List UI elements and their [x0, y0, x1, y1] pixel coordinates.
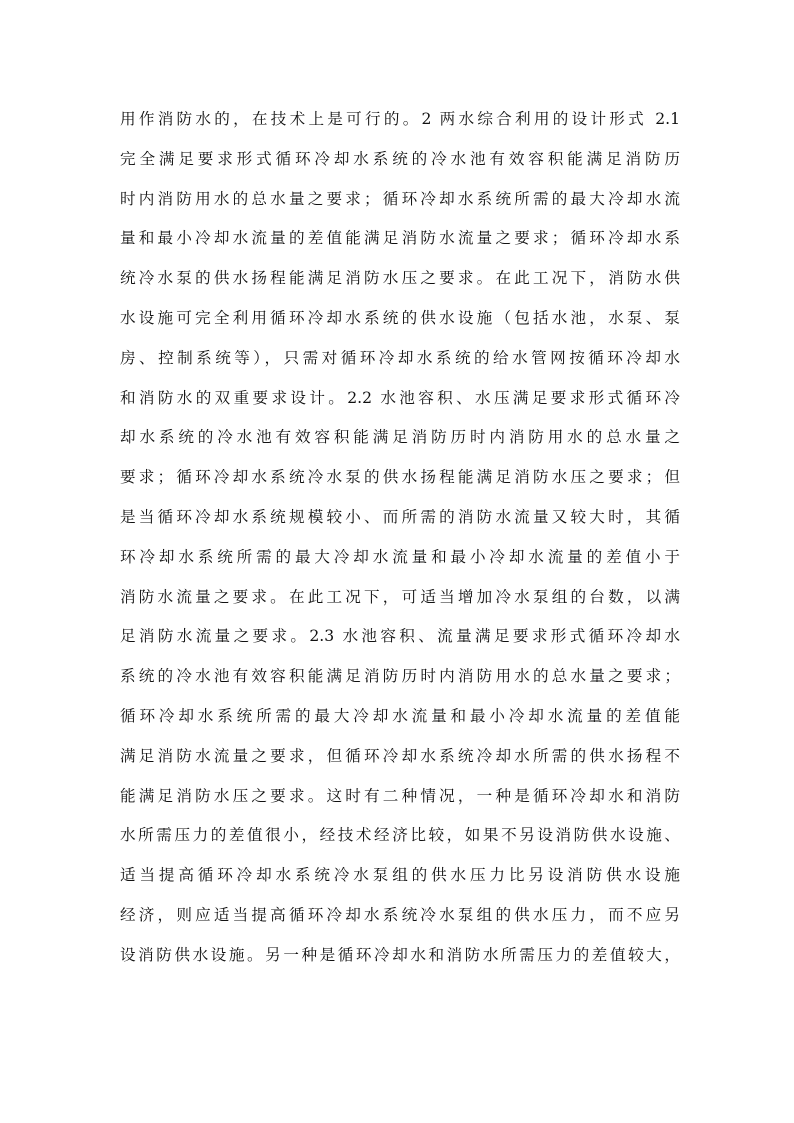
text-line: 和消防水的双重要求设计。2.2 水池容积、水压满足要求形式循环冷	[120, 388, 680, 407]
text-line: 足消防水流量之要求。2.3 水池容积、流量满足要求形式循环冷却水	[120, 627, 680, 646]
text-line: 适当提高循环冷却水系统冷水泵组的供水压力比另设消防供水设施	[120, 866, 680, 885]
text-line: 能满足消防水压之要求。这时有二种情况，一种是循环冷却水和消防	[120, 786, 680, 805]
text-line: 却水系统的冷水池有效容积能满足消防历时内消防用水的总水量之	[120, 428, 680, 447]
text-line: 满足消防水流量之要求，但循环冷却水系统冷却水所需的供水扬程不	[120, 746, 680, 765]
text-line: 统冷水泵的供水扬程能满足消防水压之要求。在此工况下，消防水供	[120, 269, 680, 288]
text-line: 要求；循环冷却水系统冷水泵的供水扬程能满足消防水压之要求；但	[120, 468, 680, 487]
text-line: 系统的冷水池有效容积能满足消防历时内消防用水的总水量之要求；	[120, 667, 680, 686]
text-line: 水设施可完全利用循环冷却水系统的供水设施（包括水池，水泵、泵	[120, 308, 680, 327]
text-line: 房、控制系统等），只需对循环冷却水系统的给水管网按循环冷却水	[120, 348, 680, 367]
text-line: 水所需压力的差值很小，经技术经济比较，如果不另设消防供水设施、	[120, 826, 680, 845]
text-line: 完全满足要求形式循环冷却水系统的冷水池有效容积能满足消防历	[120, 149, 680, 168]
text-line: 消防水流量之要求。在此工况下，可适当增加冷水泵组的台数，以满	[120, 587, 680, 606]
text-line: 环冷却水系统所需的最大冷却水流量和最小冷却水流量的差值小于	[120, 547, 680, 566]
text-line: 设消防供水设施。另一种是循环冷却水和消防水所需压力的差值较大，	[120, 945, 680, 964]
text-line: 循环冷却水系统所需的最大冷却水流量和最小冷却水流量的差值能	[120, 706, 680, 725]
text-line: 量和最小冷却水流量的差值能满足消防水流量之要求；循环冷却水系	[120, 229, 680, 248]
text-line: 是当循环冷却水系统规模较小、而所需的消防水流量又较大时，其循	[120, 507, 680, 526]
text-line: 经济，则应适当提高循环冷却水系统冷水泵组的供水压力，而不应另	[120, 905, 680, 924]
text-line: 用作消防水的，在技术上是可行的。2 两水综合利用的设计形式 2.1	[120, 110, 680, 128]
text-line: 时内消防用水的总水量之要求；循环冷却水系统所需的最大冷却水流	[120, 189, 680, 208]
body-text	[120, 100, 680, 976]
